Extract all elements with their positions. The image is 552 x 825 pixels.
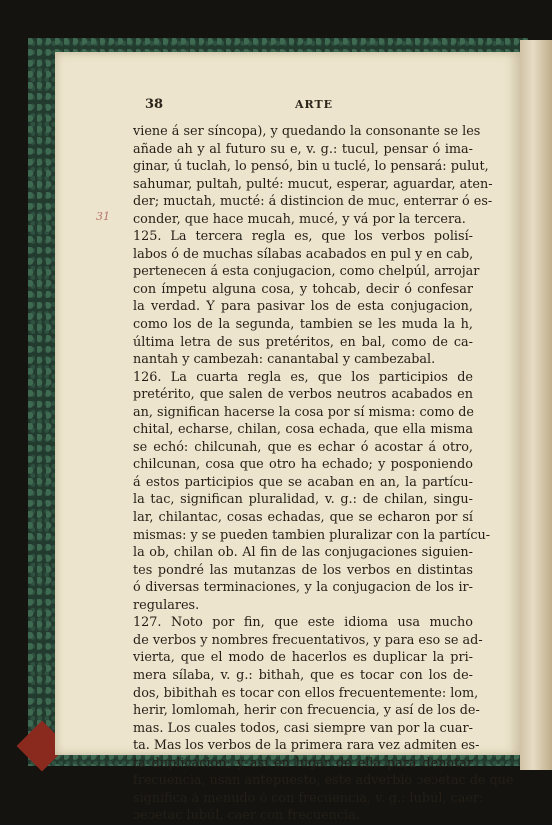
page-edges <box>520 40 552 770</box>
text-line: de verbos y nombres frecuentativos, y para eso se ad- <box>133 632 483 648</box>
text-line: mismas: y se pueden tambien pluralizar con la partícu- <box>133 527 491 543</box>
text-line: mas. Los cuales todos, casi siempre van por la cuar- <box>133 720 473 736</box>
text-line: ɔeɔetac lubúl, caer con frecuencia. <box>133 808 360 824</box>
text-line: añade ah y al futuro su e, v. g.: tucul, pensar ó ima- <box>133 141 473 157</box>
text-line: 127. Noto por fin, que este idioma usa mucho <box>133 615 473 631</box>
text-line: la tac, significan pluralidad, v. g.: de chilan, singu- <box>133 492 473 508</box>
text-line: ginar, ú tuclah, lo pensó, bin u tuclé, lo pensará: pulut, <box>133 159 489 175</box>
margin-note: 31 <box>96 210 110 223</box>
text-line: á estos participios que se acaban en an, la partícu- <box>133 474 473 490</box>
text-line: an, significan hacerse la cosa por sí misma: como de <box>133 404 474 420</box>
text-line: significa á menudo ó con frecuencia, v. g.: lubúl, caer: <box>133 790 484 806</box>
text-line: tes pondré las mutanzas de los verbos en distintas <box>133 562 473 578</box>
text-line: última letra de sus pretéritos, en bal, como de ca- <box>133 334 473 350</box>
text-line: ó diversas terminaciones, y la conjugacion de los ir- <box>133 580 473 596</box>
text-line: vierta, que el modo de hacerlos es duplicar la pri- <box>133 650 473 666</box>
text-line: con ímpetu alguna cosa, y tohcab, decir ó confesar <box>133 281 473 297</box>
text-line: mera sílaba, v. g.: bithah, que es tocar con los de- <box>133 667 473 683</box>
body-text <box>133 123 514 825</box>
text-line: nantah y cambezah: canantabal y cambezabal. <box>133 352 436 368</box>
text-line: la verdad. Y para pasivar los de esta conjugacion, <box>133 299 473 315</box>
text-line: la ob, chilan ob. Al fin de las conjugaciones siguien- <box>133 545 473 561</box>
text-line: regulares. <box>133 597 200 613</box>
page-header <box>145 97 475 113</box>
text-line: 126. La cuarta regla es, que los participios de <box>133 369 473 385</box>
page-number: 38 <box>145 97 164 112</box>
text-line: lar, chilantac, cosas echadas, que se echaron por sí <box>133 510 473 526</box>
text-line: ta. Mas los verbos de la primera rara vez admiten es- <box>133 738 480 754</box>
text-line: viene á ser síncopa), y quedando la consonante se les <box>133 124 481 139</box>
text-line: conder, que hace mucah, mucé, y vá por la tercera. <box>133 211 466 227</box>
text-line: como los de la segunda, tambien se les muda la h, <box>133 317 473 333</box>
text-line: pertenecen á esta conjugacion, como chelpúl, arrojar <box>133 264 480 280</box>
text-line: dos, bibithah es tocar con ellos frecuentemente: lom, <box>133 685 479 701</box>
text-line: 125. La tercera regla es, que los verbos polisí- <box>133 229 473 245</box>
text-line: chilcunan, cosa que otro ha echado; y posponiendo <box>133 457 473 473</box>
text-line: labos ó de muchas sílabas acabados en pul y en cab, <box>133 246 474 262</box>
text-line: chital, echarse, chilan, cosa echada, que ella misma <box>133 422 473 438</box>
text-line: sahumar, pultah, pulté: mucut, esperar, aguardar, aten- <box>133 176 493 192</box>
text-line: der; muctah, mucté: á distincion de muc, enterrar ó es- <box>133 194 493 210</box>
running-title: ARTE <box>295 98 334 111</box>
text-line: se echó: chilcunah, que es echar ó acostar á otro, <box>133 439 473 455</box>
text-line: frecuencia, usan antepuesto, este adverbio ɔeɔetac de que <box>133 773 514 789</box>
text-line: ta duplicacion; y así en lugar de ella para denotar <box>133 755 473 771</box>
text-line: herir, lomlomah, herir con frecuencia, y así de los de- <box>133 703 480 719</box>
text-line: pretérito, que salen de verbos neutros acabados en <box>133 387 473 403</box>
